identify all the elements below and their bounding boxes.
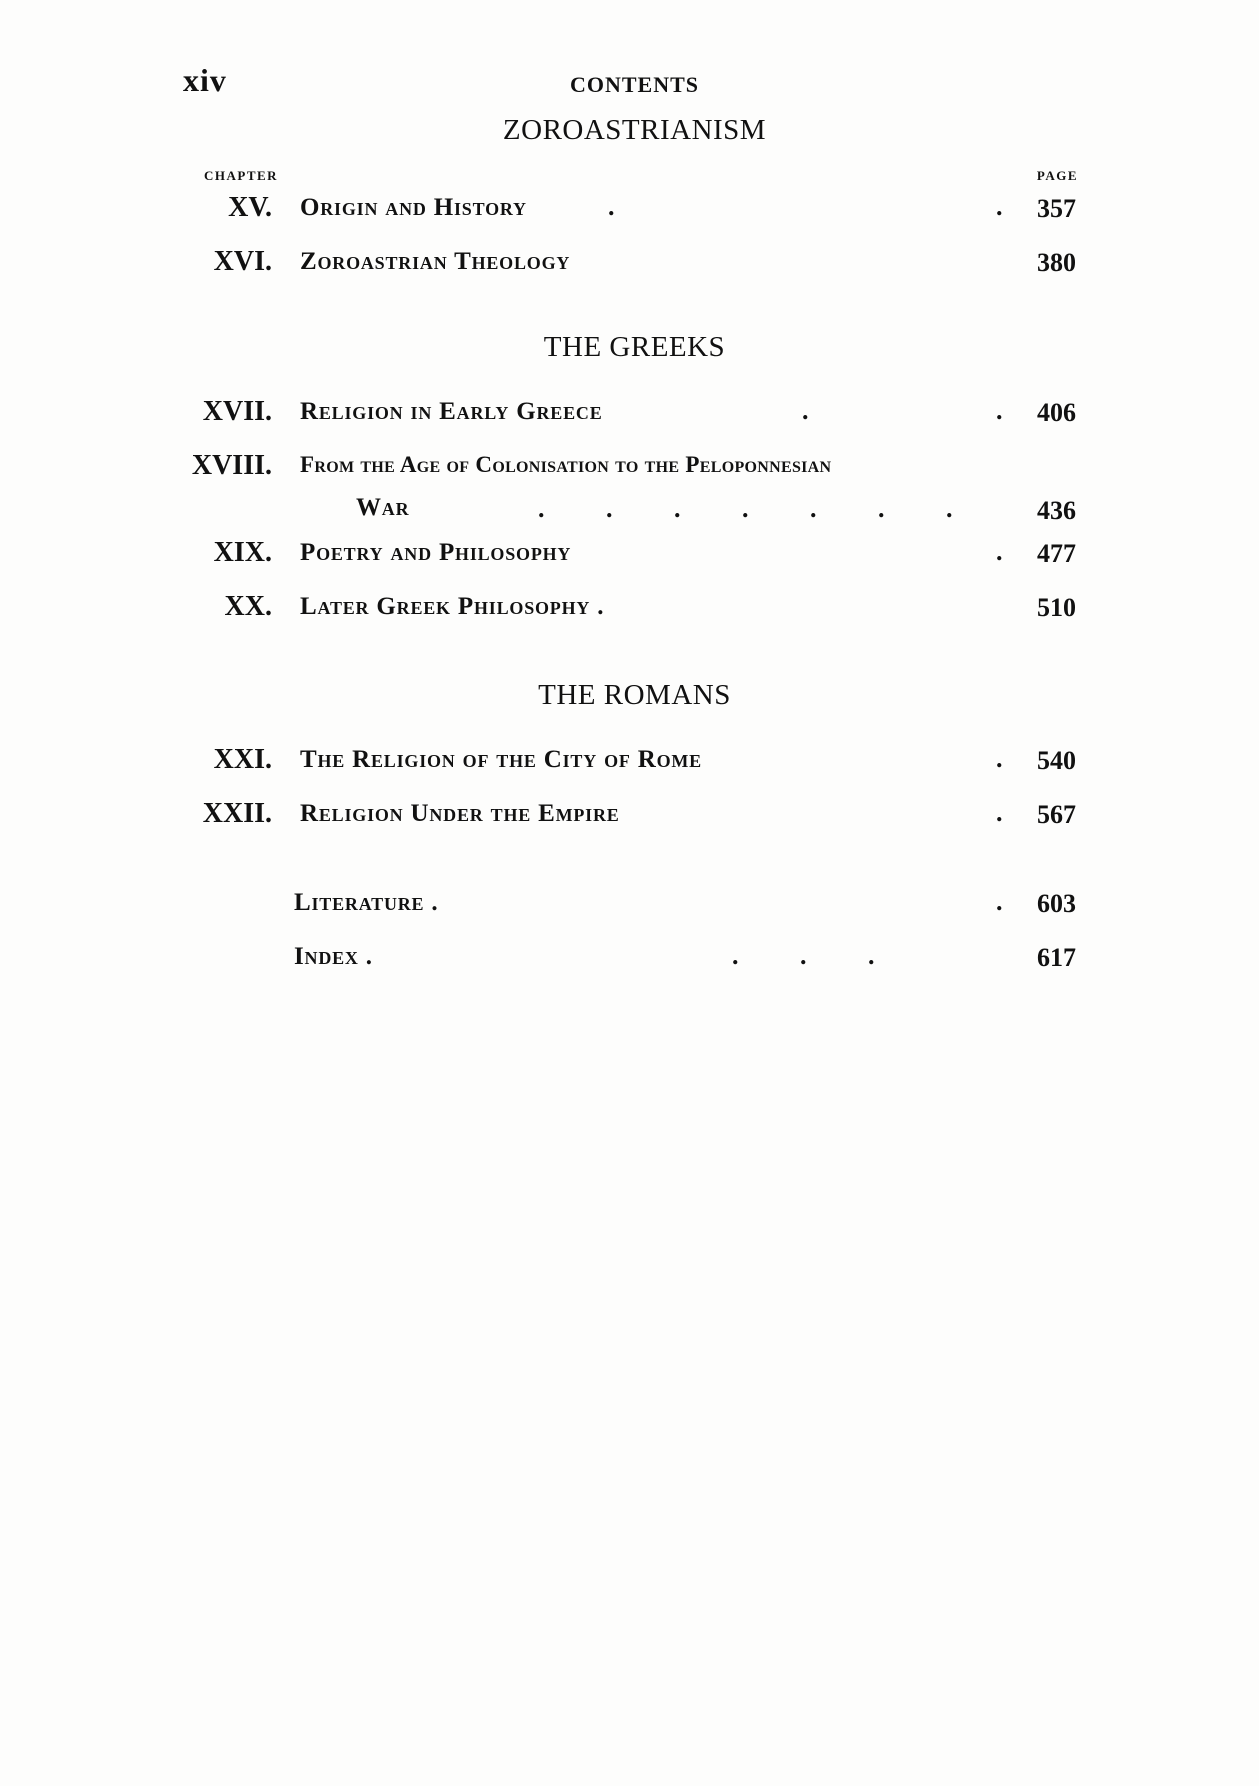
chapter-number: XVIII. (191, 450, 272, 481)
chapter-number: XXI. (213, 744, 272, 775)
toc-entry[interactable] (0, 246, 1259, 286)
page-number: 603 (1037, 889, 1076, 918)
chapter-number: XX. (224, 591, 272, 622)
toc-entry[interactable] (0, 591, 1259, 631)
chapter-title: Zoroastrian Theology (300, 248, 571, 275)
chapter-number: XV. (228, 192, 272, 223)
toc-entry[interactable] (0, 744, 1259, 784)
toc-entry-index[interactable] (0, 941, 1259, 981)
toc-entry[interactable] (0, 798, 1259, 838)
running-head: CONTENTS (569, 72, 700, 97)
dot-leader: . (996, 192, 1005, 221)
dot-leader: . . . (732, 941, 877, 970)
section-title-zoroastrianism: ZOROASTRIANISM (502, 114, 767, 146)
chapter-title: Poetry and Philosophy (300, 539, 572, 566)
toc-entry[interactable] (0, 192, 1259, 232)
dot-leader: . . . . . . . (538, 494, 955, 523)
toc-entry[interactable] (0, 396, 1259, 436)
dot-leader: . (802, 396, 811, 425)
chapter-column-label: CHAPTER (204, 168, 279, 183)
section-title-romans: THE ROMANS (538, 679, 731, 711)
chapter-title: Religion in Early Greece (300, 398, 603, 425)
dot-leader: . (996, 744, 1005, 773)
chapter-number: XVI. (213, 246, 272, 277)
section-title-greeks: THE GREEKS (543, 331, 726, 363)
page-number: 436 (1037, 496, 1076, 525)
toc-entry[interactable] (0, 450, 1259, 534)
page-number: 477 (1037, 539, 1076, 568)
page-number: 357 (1037, 194, 1076, 223)
chapter-number: XXII. (202, 798, 272, 829)
dot-leader: . (996, 396, 1005, 425)
chapter-title: From the Age of Colonisation to the Peloponnesian (300, 452, 832, 477)
toc-entry[interactable] (0, 537, 1259, 577)
chapter-title: The Religion of the City of Rome (300, 746, 702, 773)
page-number: 540 (1037, 746, 1076, 775)
chapter-title: Later Greek Philosophy . (300, 593, 605, 620)
dot-leader: . (996, 887, 1005, 916)
page-number: 406 (1037, 398, 1076, 427)
toc-entry-literature[interactable] (0, 887, 1259, 927)
chapter-number: XVII. (202, 396, 272, 427)
chapter-title: Religion Under the Empire (300, 800, 620, 827)
dot-leader: . (996, 798, 1005, 827)
page-number: 380 (1037, 248, 1076, 277)
dot-leader: . (996, 537, 1005, 566)
chapter-title-continued: War (356, 494, 410, 521)
dot-leader: . (608, 192, 617, 221)
page-column-label: PAGE (1036, 168, 1078, 183)
chapter-title: Origin and History (300, 194, 527, 221)
back-matter-title: Index . (294, 943, 373, 970)
chapter-number: XIX. (213, 537, 272, 568)
page-number: 510 (1037, 593, 1076, 622)
page-number: 567 (1037, 800, 1076, 829)
page-number: 617 (1037, 943, 1076, 972)
folio-page-number: xiv (183, 62, 227, 98)
back-matter-title: Literature . (294, 889, 439, 916)
